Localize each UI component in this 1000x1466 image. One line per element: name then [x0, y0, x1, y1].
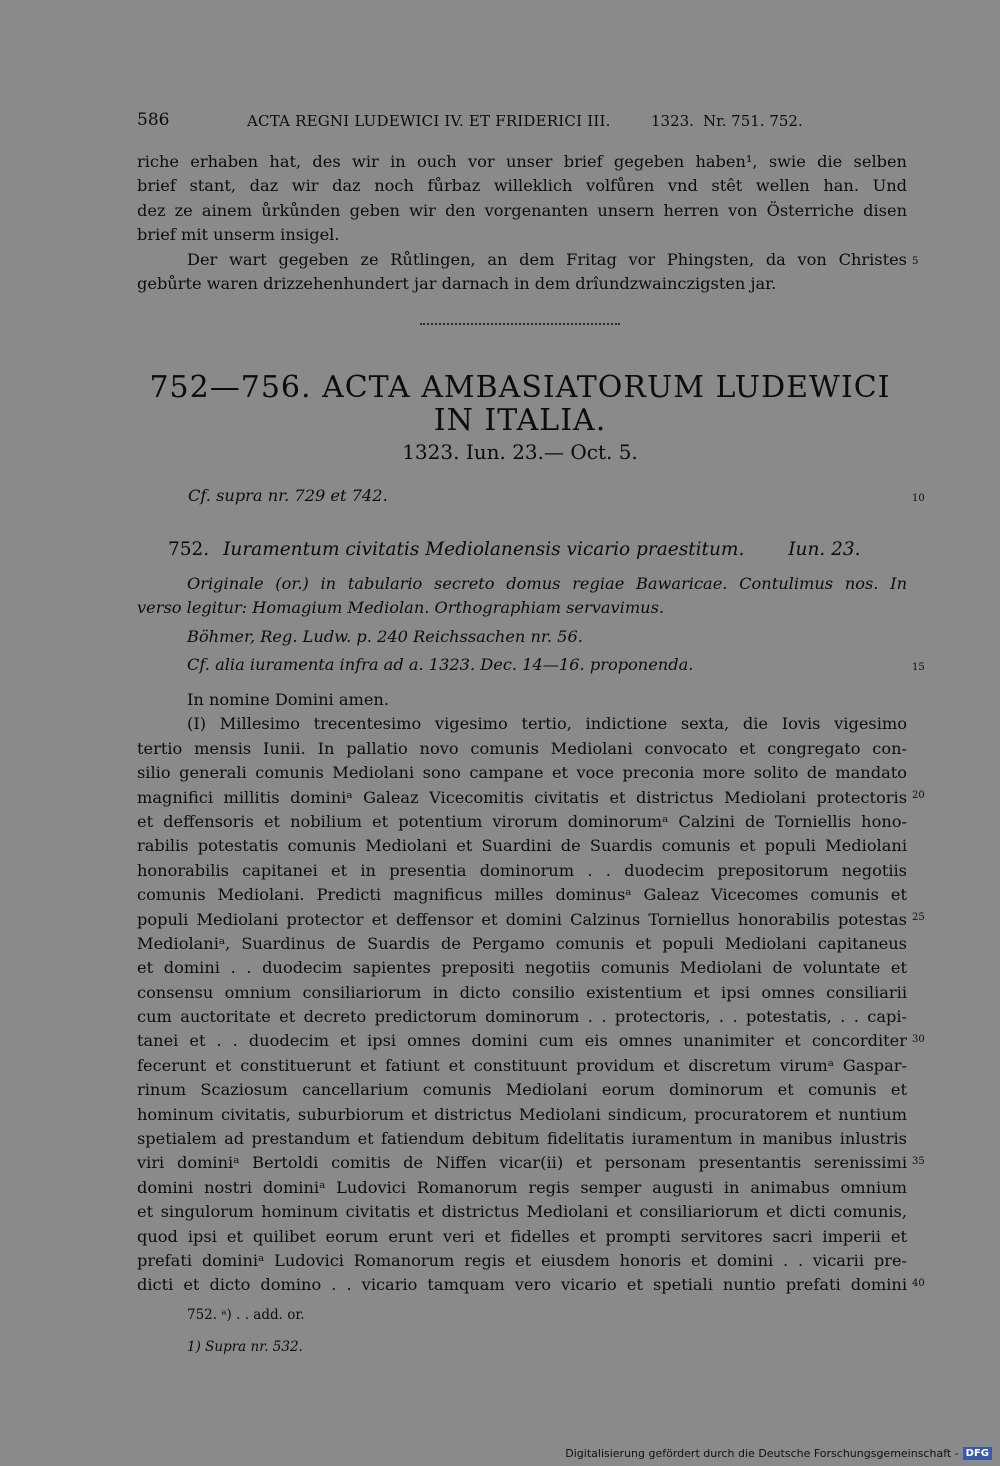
- text-line: cum auctoritate et decreto predictorum dominorum . . protectoris, . . potestatis, . . capi-: [137, 1007, 907, 1027]
- text-line: prefati dominiᵃ Ludovici Romanorum regis et eiusdem honoris et domini . . vicarii pre-: [137, 1250, 907, 1270]
- text-line: et deffensoris et nobilium et potentium virorum dominorumᵃ Calzini de Torniellis hono-: [137, 811, 907, 831]
- text-line: et singulorum hominum civitatis et districtus Mediolani et consiliariorum et dicti comunis,: [137, 1202, 907, 1222]
- text-line: (I) Millesimo trecentesimo vigesimo tertio, indictione sexta, die Iovis vigesimo: [187, 714, 907, 734]
- section-title-line2: IN ITALIA.: [433, 403, 607, 438]
- text-line: viri dominiᵃ Bertoldi comitis de Niffen vicar(ii) et personam presentantis serenissimi: [137, 1153, 907, 1173]
- document-heading: [168, 539, 861, 560]
- text-line: quod ipsi et quilibet eorum erunt veri et fidelles et prompti servitores sacri imperii et: [137, 1226, 907, 1246]
- text-line: rabilis potestatis comunis Mediolani et Suardini de Suardis comunis et populi Mediolani: [137, 836, 907, 856]
- section-title-line1: 752—756. ACTA AMBASIATORUM LUDEWICI: [149, 370, 891, 405]
- text-line: tanei et . . duodecim et ipsi omnes domini cum eis omnes unanimiter et concorditer: [137, 1031, 907, 1051]
- text-line: domini nostri dominiᵃ Ludovici Romanorum regis semper augusti in animabus omnium: [137, 1177, 907, 1197]
- document-body: [137, 688, 907, 1298]
- funding-credit: [565, 1447, 992, 1460]
- text-line: silio generali comunis Mediolani sono campane et voce preconia more solito de mandato: [137, 763, 907, 783]
- page-number: 586: [137, 110, 170, 130]
- margin-line-number: 30: [912, 1034, 925, 1045]
- section-date: 1323. Iun. 23.— Oct. 5.: [402, 440, 638, 464]
- footnote-a-text: 752. ᵃ) . . add. or.: [187, 1307, 305, 1323]
- section-cf: Cf. supra nr. 729 et 742.: [188, 486, 388, 505]
- top-paragraph: [137, 150, 907, 296]
- text-line: gebůrte waren drizzehenhundert jar darnach in dem drîundzwainczigsten jar.: [137, 273, 777, 293]
- text-line: fecerunt et constituerunt et fatiunt et constituunt providum et discretum virumᵃ Gaspar-: [137, 1055, 907, 1075]
- text-line: Mediolaniᵃ, Suardinus de Suardis de Pergamo comunis et populi Mediolani capitaneus: [137, 933, 907, 953]
- text-line: Der wart gegeben ze Růtlingen, an dem Fritag vor Phingsten, da von Christes: [187, 249, 907, 269]
- text-line: brief mit unserm insigel.: [137, 225, 340, 245]
- text-line: hominum civitatis, suburbiorum et districtus Mediolani sindicum, procuratorem et nuntium: [137, 1104, 907, 1124]
- text-line: In nomine Domini amen.: [187, 690, 389, 709]
- margin-line-number: 35: [912, 1156, 925, 1167]
- text-line: rinum Scaziosum cancellarium comunis Mediolani eorum dominorum et comunis et: [137, 1080, 907, 1100]
- margin-line-number: 20: [912, 790, 925, 801]
- margin-line-number: 10: [912, 493, 925, 504]
- boehmer-reference: Böhmer, Reg. Ludw. p. 240 Reichssachen nr. 56.: [187, 626, 583, 646]
- header-numbers: Nr. 751. 752.: [703, 112, 803, 130]
- text-line: dez ze ainem ůrkůnden geben wir den vorgenanten unsern herren von Österriche disen: [137, 200, 907, 220]
- text-line: riche erhaben hat, des wir in ouch vor unser brief gegeben haben¹, swie die selben: [137, 152, 907, 171]
- text-line: magnifici millitis dominiᵃ Galeaz Vicecomitis civitatis et districtus Mediolani protectoris: [137, 787, 907, 807]
- text-line: comunis Mediolani. Predicti magnificus milles dominusᵃ Galeaz Vicecomes comunis et: [137, 885, 907, 905]
- funding-credit-text: Digitalisierung gefördert durch die Deutsche Forschungsgemeinschaft -: [565, 1447, 959, 1460]
- dfg-logo: DFG: [963, 1447, 992, 1460]
- document-date: Iun. 23.: [788, 539, 861, 560]
- text-line: brief stant, daz wir daz noch fůrbaz willeklich volfůren vnd stêt wellen han. Und: [137, 176, 907, 196]
- margin-line-number: 40: [912, 1278, 925, 1289]
- text-line: tertio mensis Iunii. In pallatio novo comunis Mediolani convocato et congregato con-: [137, 738, 907, 758]
- section-separator: [420, 323, 620, 325]
- footnote-a: [187, 1307, 305, 1323]
- margin-line-number: 25: [912, 912, 925, 923]
- source-line: Originale (or.) in tabulario secreto domus regiae Bawaricae. Contulimus nos. In: [187, 574, 907, 593]
- document-title: Iuramentum civitatis Mediolanensis vicario praestitum.: [223, 539, 745, 560]
- text-line: dicti et dicto domino . . vicario tamquam vero vicario et spetiali nuntio prefati domini: [137, 1275, 907, 1295]
- cf-reference: Cf. alia iuramenta infra ad a. 1323. Dec. 14—16. proponenda.: [187, 655, 694, 675]
- margin-line-number: 5: [912, 256, 919, 267]
- text-line: spetialem ad prestandum et fatiendum debitum fidelitatis iuramentum in manibus inlustris: [137, 1129, 907, 1149]
- header-year: 1323.: [651, 112, 694, 130]
- margin-line-number: 15: [912, 662, 925, 673]
- text-line: et domini . . duodecim sapientes prepositi negotiis comunis Mediolani de voluntate et: [137, 958, 907, 978]
- document-number: 752.: [168, 539, 210, 560]
- running-title: ACTA REGNI LUDEWICI IV. ET FRIDERICI III.: [247, 112, 611, 130]
- footnote-1: 1) Supra nr. 532.: [187, 1339, 303, 1355]
- text-line: consensu omnium consiliariorum in dicto consilio existentium et ipsi omnes consiliarii: [137, 982, 907, 1002]
- text-line: populi Mediolani protector et deffensor et domini Calzinus Torniellus honorabilis potestas: [137, 909, 907, 929]
- document-sources: [137, 572, 907, 678]
- source-line: verso legitur: Homagium Mediolan. Orthographiam servavimus.: [137, 598, 665, 618]
- text-line: honorabilis capitanei et in presentia dominorum . . duodecim prepositorum negotiis: [137, 860, 907, 880]
